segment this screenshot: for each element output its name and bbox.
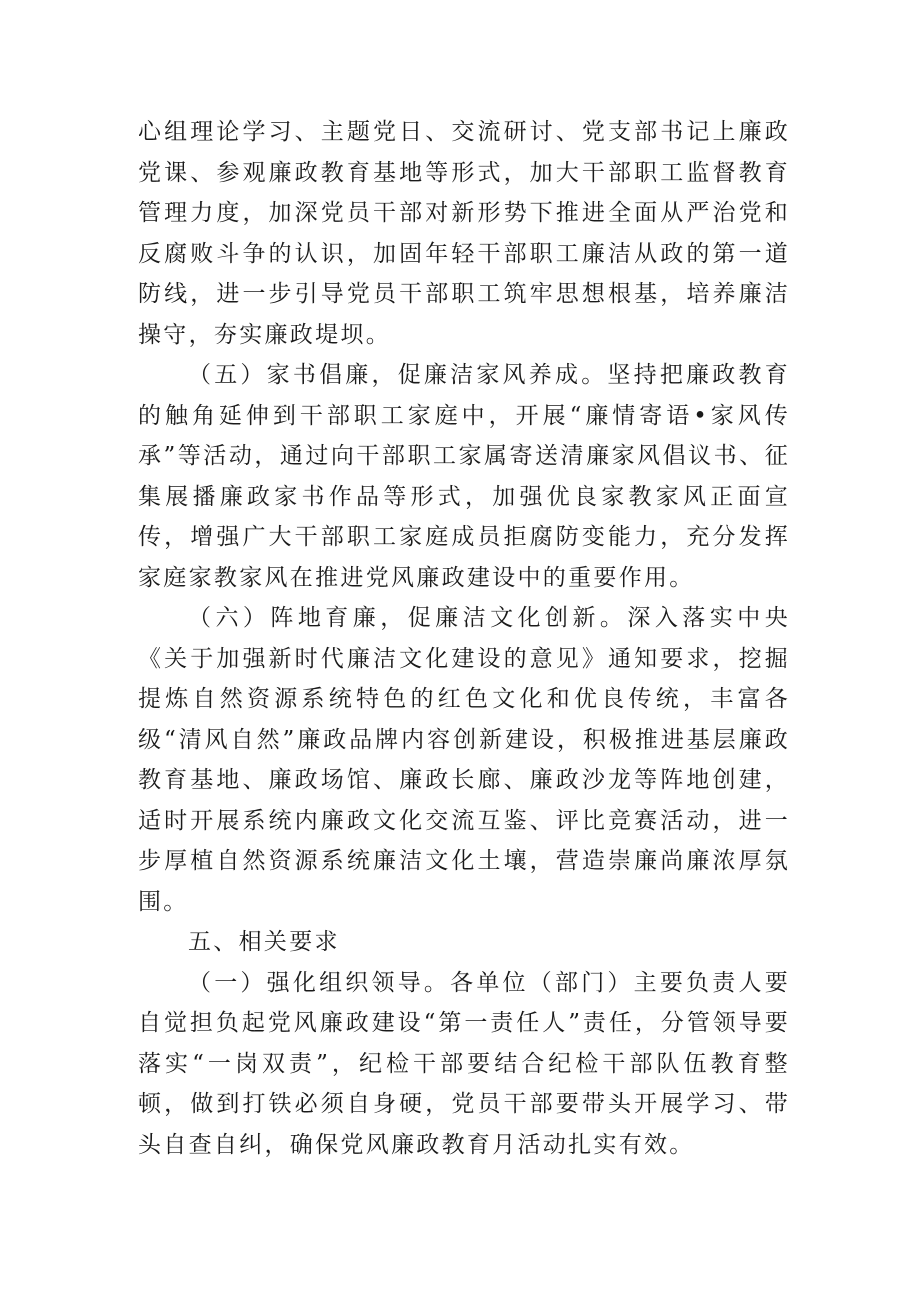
paragraph-leadership: （一）强化组织领导。各单位（部门）主要负责人要自觉担负起党风廉政建设“第一责任人”责任，分管领导要落实“一岗双责”，纪检干部要结合纪检干部队伍教育整顿，做到打铁必须自身硬，党员干部要带头开展学习、带头自查自纠，确保党风廉政教育月活动扎实有效。 (138, 969, 790, 1158)
paragraph-continuation: 心组理论学习、主题党日、交流研讨、党支部书记上廉政党课、参观廉政教育基地等形式，加大干部职工监督教育管理力度，加深党员干部对新形势下推进全面从严治党和反腐败斗争的认识，加固年轻干部职工廉洁从政的第一道防线，进一步引导党员干部职工筑牢思想根基，培养廉洁操守，夯实廉政堤坝。 (138, 119, 790, 348)
paragraph-family-letters: （五）家书倡廉，促廉洁家风养成。坚持把廉政教育的触角延伸到干部职工家庭中，开展“廉情寄语•家风传承”等活动，通过向干部职工家属寄送清廉家风倡议书、征集展播廉政家书作品等形式，加强优良家教家风正面宣传，增强广大干部职工家庭成员拒腐防变能力，充分发挥家庭家教家风在推进党风廉政建设中的重要作用。 (138, 362, 790, 591)
paragraph-venues: （六）阵地育廉，促廉洁文化创新。深入落实中央《关于加强新时代廉洁文化建设的意见》通知要求，挖掘提炼自然资源系统特色的红色文化和优良传统，丰富各级“清风自然”廉政品牌内容创新建设，积极推进基层廉政教育基地、廉政场馆、廉政长廊、廉政沙龙等阵地创建，适时开展系统内廉政文化交流互鉴、评比竞赛活动，进一步厚植自然资源系统廉洁文化土壤，营造崇廉尚廉浓厚氛围。 (138, 605, 790, 915)
section-heading-requirements: 五、相关要求 (188, 929, 340, 955)
document-body (138, 112, 790, 1165)
